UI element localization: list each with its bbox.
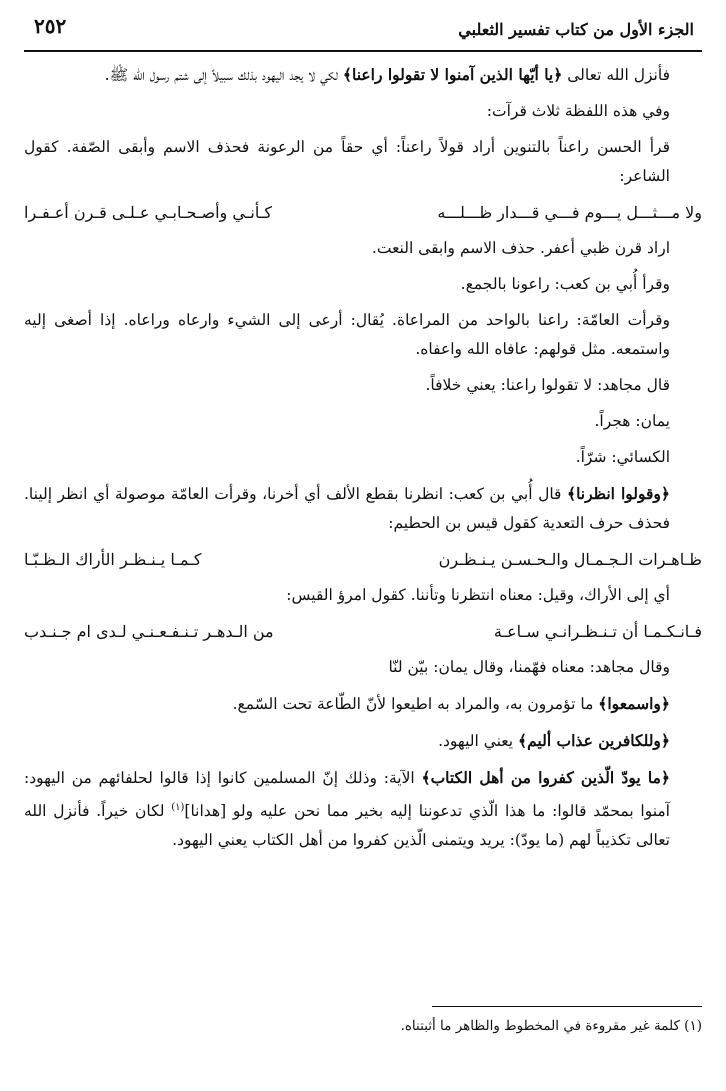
paragraph (24, 689, 702, 719)
paragraph: اراد قرن ظبي أعفر. حذف الاسم وابقى النعت. (371, 239, 670, 257)
verse-second-hemistich: من الـدهـر تـنـفـعـنـي لـدى ام جـنـدب (24, 622, 274, 641)
quran-quote: ﴿وقولوا انظرنا﴾ (566, 484, 670, 503)
quran-quote: ﴿واسمعوا﴾ (598, 694, 670, 713)
page-number: ٢٥٢ (34, 14, 67, 38)
verse-first-hemistich: ولا مـــثـــل يـــوم فـــي قـــدار ظـــلـــه (437, 203, 702, 222)
verse-second-hemistich: كـأنـي وأصـحـابـي عـلـى قـرن أعـفـرا (24, 203, 273, 222)
page-body (24, 60, 702, 862)
footnote-divider (432, 1006, 702, 1007)
verse-first-hemistich: فـانـكـمـا أن تـنـظـرانـي سـاعـة (493, 622, 702, 641)
text-run: قال أُبي بن كعب: انظرنا بقطع الألف أي أخرنا، وقرأت العامّة موصولة أي انظر إلينا. فحذف حرف التعدية كقول قيس بن الحطيم: (24, 485, 670, 532)
paragraph: قال مجاهد: لا تقولوا راعنا: يعني خلافاً. (425, 376, 670, 394)
poem-verse (24, 545, 702, 574)
paragraph: وقال مجاهد: معناه فهّمنا، وقال يمان: بيّن لنّا (388, 658, 670, 676)
paragraph: الكسائي: شرّاً. (575, 448, 670, 466)
quran-quote: ﴿ما يودّ الّذين كفروا من أهل الكتاب﴾ (421, 768, 670, 787)
paragraph: قرأ الحسن راعناً بالتنوين أراد قولاً راعناً: أي حقاً من الرعونة فحذف الاسم وأبقى الصّفة. كقول الشاعر: (24, 138, 670, 185)
verse-first-hemistich: ظـاهـرات الـجـمـال والـحـسـن يـنـظـرن (438, 550, 702, 569)
paragraph (24, 726, 702, 756)
text-run: فأنزل الله تعالى (562, 66, 670, 84)
paragraph (24, 763, 702, 855)
paragraph (24, 479, 702, 538)
page-header (24, 14, 702, 52)
poem-verse (24, 198, 702, 227)
footnote-text: (١) كلمة غير مقروءة في المخطوط والظاهر ما أثبتناه. (400, 1018, 702, 1034)
running-title: الجزء الأول من كتاب تفسير الثعلبي (458, 20, 694, 39)
paragraph: وقرأ أُبي بن كعب: راعونا بالجمع. (460, 275, 670, 293)
footnote (24, 1018, 702, 1034)
text-run: لكي لا يجد اليهود بذلك سبيلاً إلى شتم رسول الله ﷺ. (104, 66, 343, 84)
verse-second-hemistich: كـمـا يـنـظـر الأراك الـظـبّـا (24, 550, 202, 569)
text-run: يعني اليهود. (438, 732, 519, 750)
paragraph: وفي هذه اللفظة ثلاث قرآت: (486, 102, 670, 120)
quran-quote: ﴿يا أيّها الذين آمنوا لا تقولوا راعنا﴾ (342, 65, 563, 84)
footnote-marker[interactable]: (١) (171, 802, 185, 813)
poem-verse (24, 617, 702, 646)
paragraph (24, 60, 702, 90)
paragraph: أي إلى الأراك، وقيل: معناه انتظرنا وتأننا. كقول امرؤ القيس: (286, 586, 670, 604)
text-run: لكان خيراً. فأنزل الله تعالى تكذيباً لهم (ما يودّ): يريد ويتمنى الّذين كفروا من أهل الكتاب يعني اليهود. (24, 802, 670, 850)
paragraph: وقرأت العامّة: راعنا بالواحد من المراعاة. يُقال: أرعى إلى الشيء وارعاه وراعاه. إذا أصغى إليه واستمعه. مثل قولهم: عافاه الله واعفاه. (24, 311, 670, 358)
quran-quote: ﴿وللكافرين عذاب أليم﴾ (518, 731, 670, 750)
paragraph: يمان: هجراً. (594, 412, 670, 430)
text-run: الآية: وذلك إنّ المسلمين كانوا إذا قالوا لحلفائهم من اليهود: آمنوا بمحمّد قالوا: ما هذا الّذي تدعوننا إليه بخير مما نحن عليه ولو [هدانا] (24, 769, 670, 821)
text-run: ما تؤمرون به، والمراد به اطيعوا لأنّ الطّاعة تحت السّمع. (232, 695, 599, 713)
